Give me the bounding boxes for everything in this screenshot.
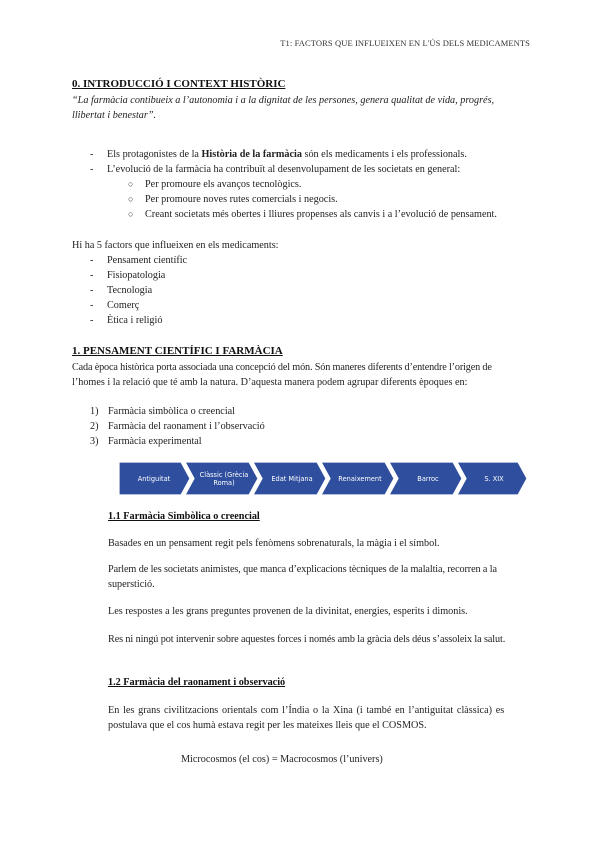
bullet-dash: - <box>90 315 94 326</box>
timeline-label-barroc: Barroc <box>417 474 439 483</box>
bullet-dash: - <box>90 285 94 296</box>
sub-bullet-2: Per promoure noves rutes comercials i negocis. <box>145 194 338 205</box>
page-header: T1: FACTORS QUE INFLUEIXEN EN L'ÚS DELS MEDICAMENTS <box>280 38 530 48</box>
section-1-1-title: 1.1 Farmàcia Simbòlica o creencial <box>108 511 260 522</box>
bullet-dash: - <box>90 149 94 160</box>
formula: Microcosmos (el cos) = Macrocosmos (l’univers) <box>181 754 383 765</box>
timeline-label-antiguitat: Antiguitat <box>137 474 171 483</box>
bullet1-post: són els medicaments i els professionals. <box>301 149 467 160</box>
timeline-label-renaixement: Renaixement <box>338 474 382 483</box>
section-1-1-p2-line-2: superstició. <box>108 579 155 590</box>
list-item: Farmàcia del raonament i l’observació <box>108 421 265 432</box>
bullet-protagonistes <box>107 147 467 162</box>
timeline <box>119 462 527 495</box>
section-1-title: 1. PENSAMENT CIENTÍFIC I FARMÀCIA <box>72 345 283 357</box>
section-1-1-p3: Les respostes a les grans preguntes provenen de la divinitat, energies, esperits i dimonis. <box>108 606 468 617</box>
quote <box>72 93 528 124</box>
section-1-1-p1: Basades en un pensament regit pels fenòmens sobrenaturals, la màgia i el símbol. <box>108 538 440 549</box>
timeline-label-edat-mitjana: Edat Mitjana <box>271 474 313 483</box>
quote-line-2: llibertat i benestar”. <box>72 110 157 122</box>
circle-bullet-icon: ○ <box>128 194 134 204</box>
list-number: 2) <box>90 421 99 432</box>
section-1-2-title: 1.2 Farmàcia del raonament i observació <box>108 677 286 688</box>
bullet1-bold: Història de la farmàcia <box>201 149 302 160</box>
bullet-evolucio: L’evolució de la farmàcia ha contribuït al desenvolupament de les societats en general: <box>107 164 461 175</box>
factor-item: Ètica i religió <box>107 315 163 326</box>
bullet-dash: - <box>90 164 94 175</box>
quote-line-1: “La farmàcia contibueix a l’autonomia i a la dignitat de les persones, genera qualitat de vida, progrés, <box>72 95 495 106</box>
section-0-title: 0. INTRODUCCIÓ I CONTEXT HISTÒRIC <box>72 78 286 90</box>
circle-bullet-icon: ○ <box>128 209 134 219</box>
factor-item: Comerç <box>107 300 140 311</box>
timeline-label-classic: Clàssic (Grècia Roma) <box>199 470 249 487</box>
section-1-1-p4: Res ni ningú pot intervenir sobre aquestes forces i només amb la gràcia dels déus s’assoleix la salut. <box>108 634 506 645</box>
sub-bullet-3: Creant societats més obertes i lliures propenses als canvis i a l’evolució de pensament. <box>145 209 497 220</box>
factor-item: Tecnologia <box>107 285 153 296</box>
list-number: 3) <box>90 436 99 447</box>
factors-intro: Hi ha 5 factors que influeixen en els medicaments: <box>72 240 279 251</box>
circle-bullet-icon: ○ <box>128 179 134 189</box>
section-1-2-p1-line-2: postulava que el cos humà estava regit per les mateixes lleis que el COSMOS. <box>108 720 427 731</box>
bullet-dash: - <box>90 300 94 311</box>
section-1-para-line-2: l’homes i la relació que té amb la natura. D’aquesta manera podem agrupar diferents èpoques en: <box>72 377 468 388</box>
sub-bullet-1: Per promoure els avanços tecnològics. <box>145 179 302 190</box>
list-item: Farmàcia simbòlica o creencial <box>108 406 236 417</box>
section-1-para-line-1: Cada època històrica porta associada una concepció del món. Són maneres diferents d’entendre l’origen de <box>72 362 492 373</box>
timeline-label-s-xix: S. XIX <box>484 474 504 483</box>
bullet1-pre: Els protagonistes de la <box>107 149 202 160</box>
factor-item: Fisiopatologia <box>107 270 166 281</box>
section-1-2-p1-line-1: En les grans civilitzacions orientals com l’Índia o la Xina (i també en l’antiguitat clàssica) es <box>108 705 505 716</box>
list-number: 1) <box>90 406 99 417</box>
bullet-dash: - <box>90 255 94 266</box>
section-1-1-p2-line-1: Parlem de les societats animistes, que manca d’explicacions tècniques de la malaltia, recorren a la <box>108 564 497 575</box>
bullet-dash: - <box>90 270 94 281</box>
list-item: Farmàcia experimental <box>108 436 202 447</box>
factor-item: Pensament científic <box>107 255 188 266</box>
